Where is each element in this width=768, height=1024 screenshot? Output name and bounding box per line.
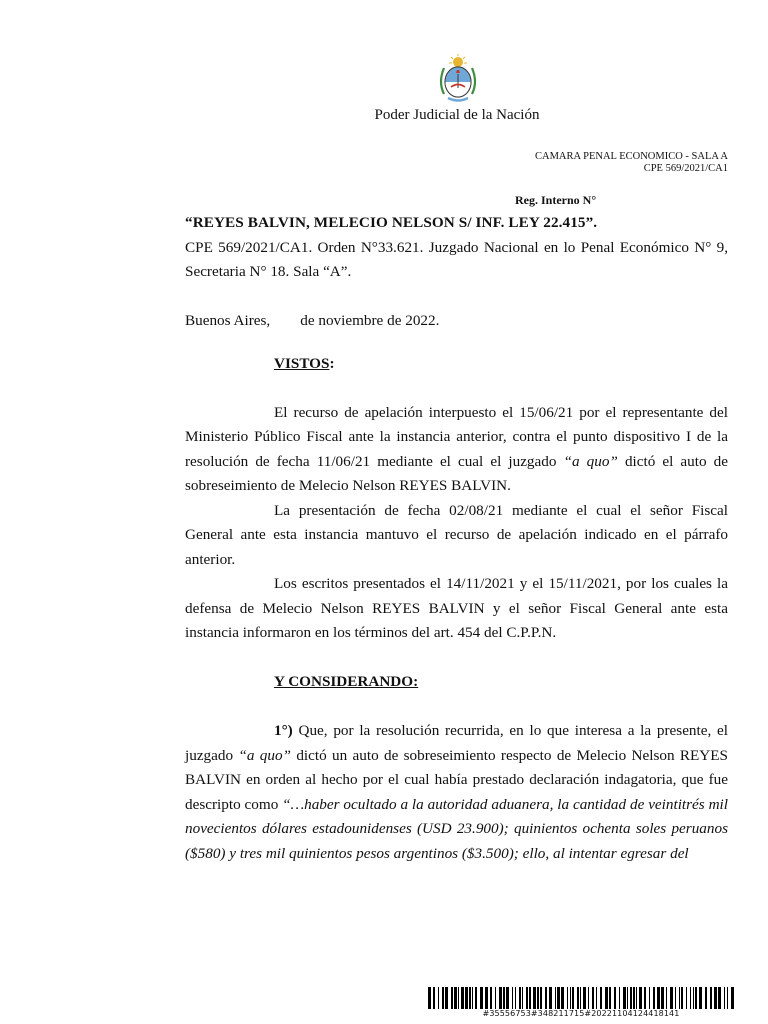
considerando-p1-text-a: Que, por la resolución recurrida, en lo que interesa a la presente, el juzgado [185, 722, 728, 764]
case-number: CPE 569/2021/CA1 [643, 163, 728, 174]
vistos-heading [185, 352, 728, 377]
date-line [185, 309, 728, 334]
institution-title: Poder Judicial de la Nación [374, 107, 540, 123]
vistos-p1-quote: “a quo” [563, 452, 618, 470]
vistos-p1-text-a: El recurso de apelación interpuesto el 15/06/21 por el representante del Ministerio Público Fiscal ante la instancia anterior, contra el punto dispositivo I de la resolución de fecha 11/06/21 mediante el cual el juzgado [185, 403, 728, 470]
considerando-p1-quote: “a quo” [238, 746, 291, 764]
vistos-paragraph-2: La presentación de fecha 02/08/21 mediante el cual el señor Fiscal General ante esta instancia mantuvo el recurso de apelación indicado en el párrafo anterior. [185, 501, 728, 568]
date-rest: de noviembre de 2022. [300, 312, 440, 329]
considerando-p1-text-b: dictó un auto de sobreseimiento respecto de Melecio Nelson REYES BALVIN en orden al hecho por el cual había prestado declaración indagatoria, que fue descripto como [185, 746, 728, 813]
considerando-number: 1°) [274, 722, 293, 739]
court-identifier [535, 151, 728, 175]
vistos-p1-text-b: dictó el auto de sobreseimiento de Melecio Nelson REYES BALVIN. [185, 452, 728, 494]
national-coat-of-arms-icon [436, 54, 480, 104]
date-place: Buenos Aires, [185, 312, 271, 329]
internal-registry-label: Reg. Interno N° [515, 193, 597, 207]
vistos-paragraph-1 [185, 401, 728, 499]
document-barcode [428, 987, 734, 1009]
vistos-heading-text: VISTOS [274, 354, 330, 372]
court-name: CAMARA PENAL ECONOMICO - SALA A [534, 151, 728, 162]
case-title: “REYES BALVIN, MELECIO NELSON S/ INF. LEY 22.415”. [185, 214, 598, 231]
considerando-heading-text: Y CONSIDERANDO: [274, 673, 419, 690]
vistos-heading-colon: : [329, 354, 335, 372]
barcode-number: #35556753#348211715#20221104124418141 [482, 1009, 680, 1018]
vistos-paragraph-3: Los escritos presentados el 14/11/2021 y el 15/11/2021, por los cuales la defensa de Melecio Nelson REYES BALVIN y el señor Fiscal General ante esta instancia informaron en los términos del art. 454 del C.P.P.N. [185, 575, 728, 641]
considerando-p1-quoted-fact: “…haber ocultado a la autoridad aduanera, la cantidad de veintitrés mil novecientos dólares estadounidenses (USD 23.900); quinientos ochenta soles peruanos ($580) y tres mil quinientos pesos argentinos ($3.500); ello, al intentar egresar del [185, 795, 728, 862]
considerando-heading [185, 670, 728, 695]
document-body [185, 211, 728, 866]
considerando-paragraph-1 [185, 719, 728, 866]
case-reference: CPE 569/2021/CA1. Orden N°33.621. Juzgado Nacional en lo Penal Económico N° 9, Secretaria N° 18. Sala “A”. [185, 238, 728, 280]
